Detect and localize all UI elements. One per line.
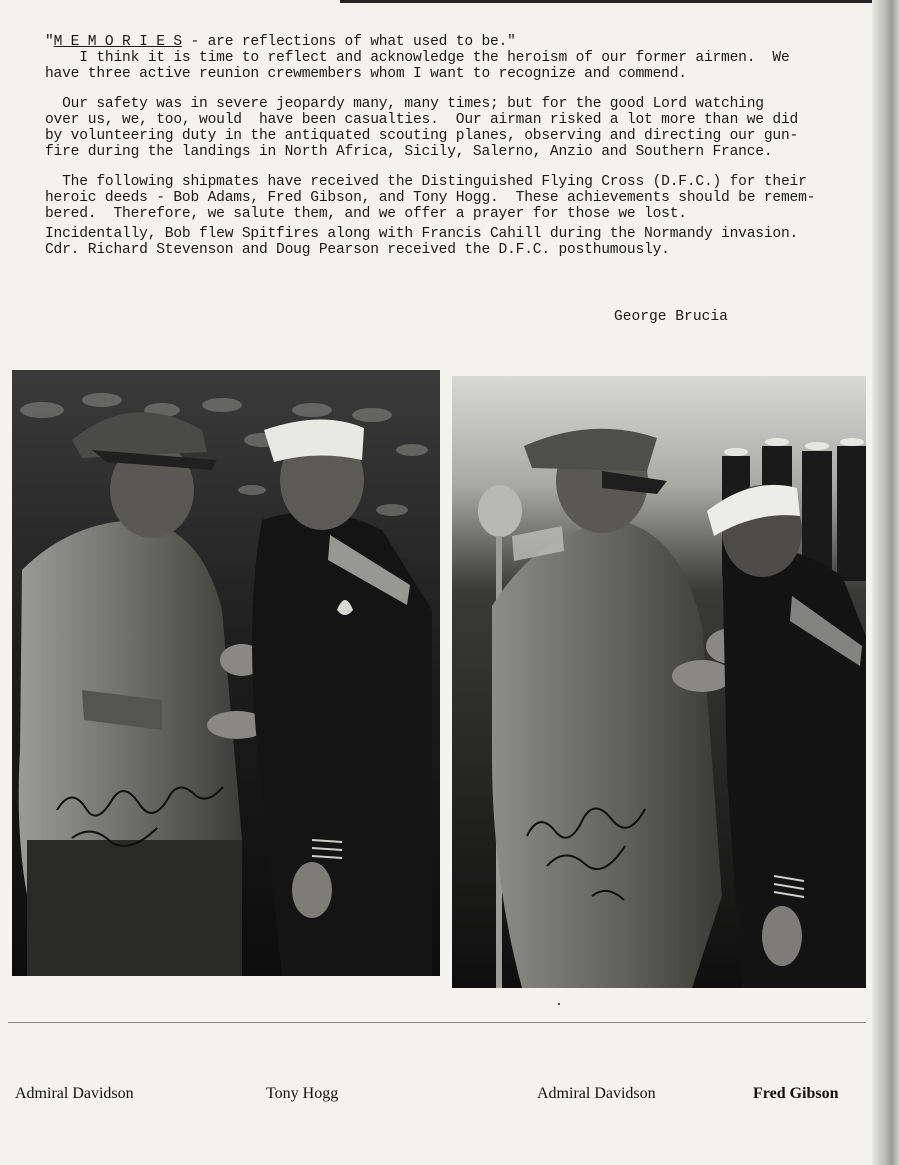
title-memories: M E M O R I E S	[53, 34, 182, 50]
speck	[558, 1003, 560, 1005]
para3-line2: heroic deeds - Bob Adams, Fred Gibson, and Tony Hogg. These achievements should be remem-	[45, 190, 816, 206]
para2-line2: over us, we, too, would have been casualties. Our airman risked a lot more than we did	[45, 112, 799, 128]
para4-line1: Incidentally, Bob flew Spitfires along with Francis Cahill during the Normandy invasion.	[45, 226, 799, 242]
page-binding-edge	[872, 0, 900, 1165]
para1-line2: have three active reunion crewmembers whom I want to recognize and commend.	[45, 66, 687, 82]
para3-line3: bered. Therefore, we salute them, and we offer a prayer for those we lost.	[45, 206, 687, 222]
title-open-quote: "	[45, 34, 54, 50]
para1-line1: I think it is time to reflect and acknowledge the heroism of our former airmen. We	[45, 50, 790, 66]
photo-left-illustration	[12, 370, 440, 976]
photo-admiral-and-fred-gibson	[452, 376, 866, 988]
author-signature: George Brucia	[614, 309, 728, 325]
caption-divider	[8, 1022, 866, 1023]
caption-right-officer: Admiral Davidson	[537, 1085, 656, 1102]
para2-line4: fire during the landings in North Africa, Sicily, Salerno, Anzio and Southern France.	[45, 144, 773, 160]
para2-line1: Our safety was in severe jeopardy many, many times; but for the good Lord watching	[45, 96, 764, 112]
para4-line2: Cdr. Richard Stevenson and Doug Pearson received the D.F.C. posthumously.	[45, 242, 670, 258]
caption-left-sailor: Tony Hogg	[266, 1085, 339, 1102]
para2-line3: by volunteering duty in the antiquated scouting planes, observing and directing our gun-	[45, 128, 799, 144]
para3-line1: The following shipmates have received the Distinguished Flying Cross (D.F.C.) for their	[45, 174, 807, 190]
article-title-line	[45, 34, 863, 50]
caption-left-officer: Admiral Davidson	[15, 1085, 134, 1102]
title-rest: - are reflections of what used to be."	[181, 34, 516, 50]
top-page-rule	[340, 0, 900, 3]
photo-admiral-and-tony-hogg	[12, 370, 440, 976]
caption-right-sailor: Fred Gibson	[753, 1085, 839, 1102]
article-text	[45, 34, 863, 258]
photo-right-illustration	[452, 376, 866, 988]
